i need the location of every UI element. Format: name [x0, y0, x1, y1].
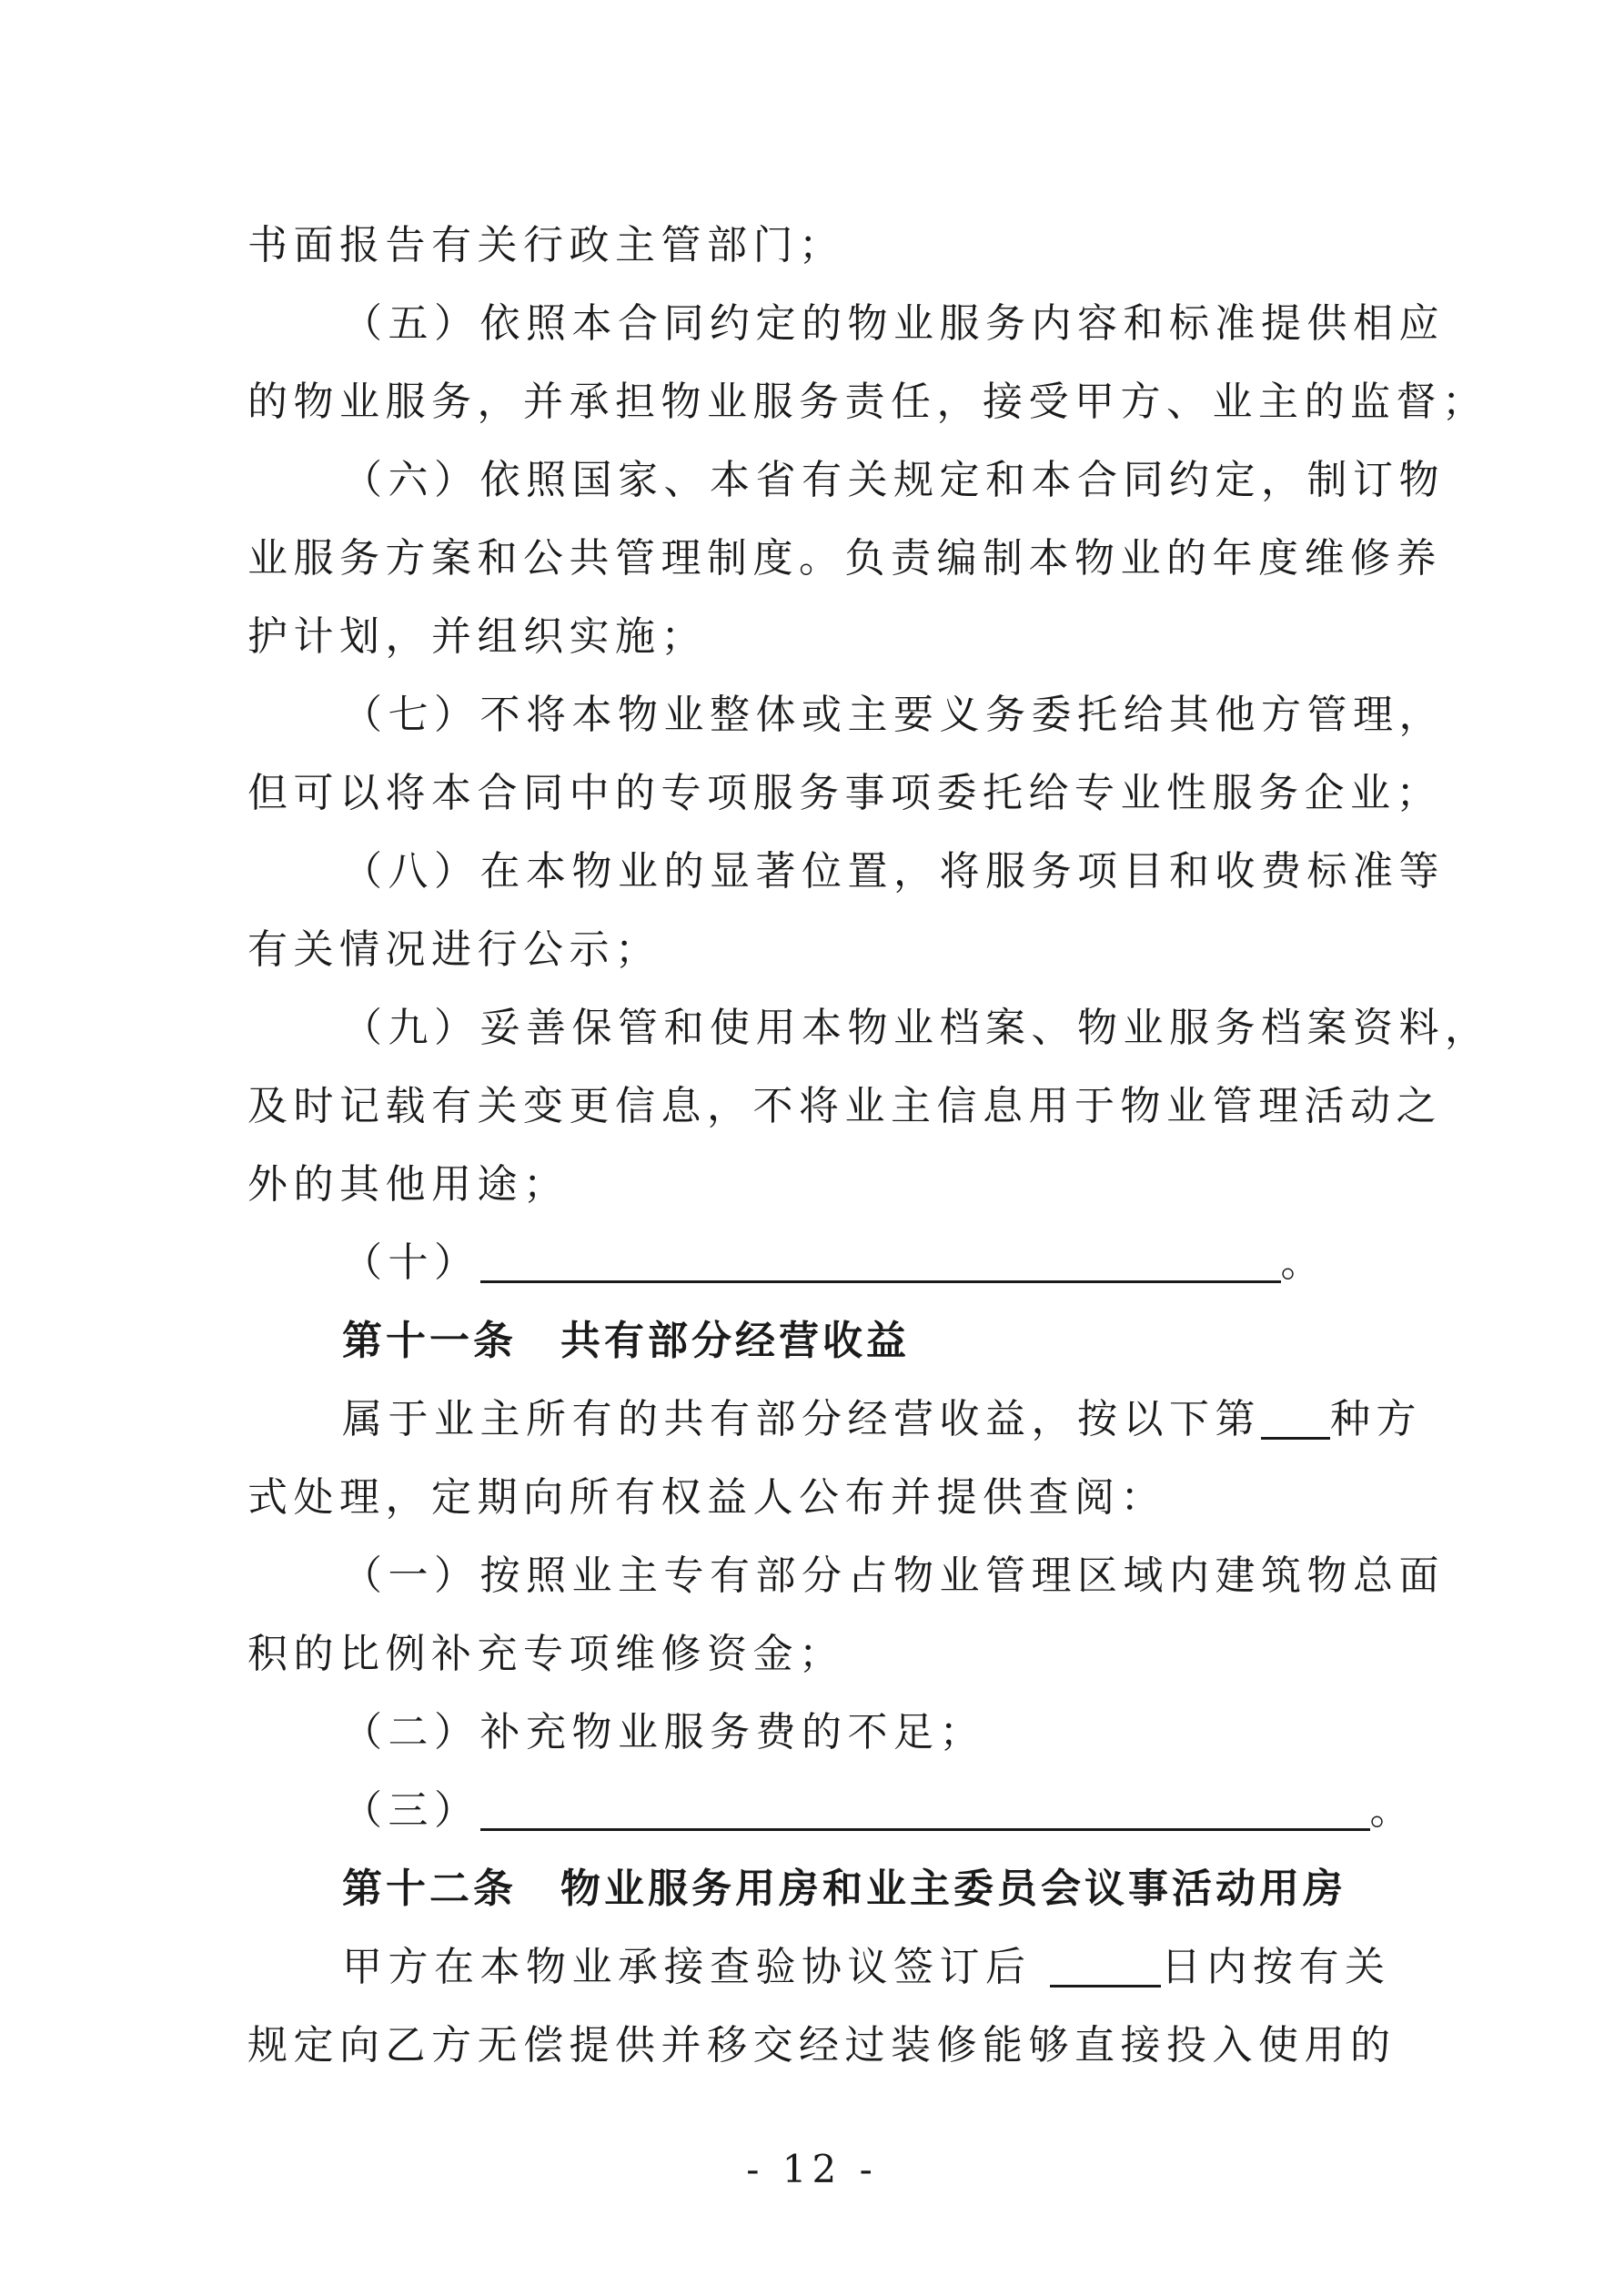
text-line: （七）不将本物业整体或主要义务委托给其他方管理，: [342, 692, 1445, 738]
text-line: 规定向乙方无偿提供并移交经过装修能够直接投入使用的: [247, 2022, 1397, 2068]
article-11-line-1: [342, 1392, 1422, 1447]
text-line: 的物业服务，并承担物业服务责任，接受甲方、业主的监督；: [247, 379, 1488, 425]
page-number: - 12 -: [746, 2147, 878, 2191]
text-segment: 种方: [1330, 1396, 1422, 1442]
text-line: （九）妥善保管和使用本物业档案、物业服务档案资料，: [342, 1005, 1491, 1051]
text-segment: 日内按有关: [1161, 1944, 1391, 1990]
item-10-suffix: 。: [1280, 1239, 1326, 1286]
fill-in-blank[interactable]: [1261, 1397, 1330, 1440]
fill-in-blank[interactable]: [480, 1788, 1370, 1831]
text-line: 但可以将本合同中的专项服务事项委托给专业性服务企业；: [247, 770, 1442, 816]
item-3-line: [342, 1784, 1416, 1838]
text-line: （二）补充物业服务费的不足；: [342, 1709, 985, 1755]
text-line: 有关情况进行公示；: [247, 926, 661, 973]
item-3-suffix: 。: [1369, 1787, 1416, 1834]
text-line: （五）依照本合同约定的物业服务内容和标准提供相应: [342, 300, 1445, 347]
item-10-prefix: （十）: [342, 1239, 480, 1286]
text-line: 护计划，并组织实施；: [247, 613, 707, 660]
text-line: 外的其他用途；: [247, 1161, 570, 1208]
text-line: 积的比例补充专项维修资金；: [247, 1631, 845, 1677]
article-12-line-1: [342, 1940, 1391, 1995]
article-11-heading: 第十一条 共有部分经营收益: [342, 1318, 910, 1364]
item-3-prefix: （三）: [342, 1787, 480, 1834]
text-line: （一）按照业主专有部分占物业管理区域内建筑物总面: [342, 1553, 1445, 1599]
fill-in-blank[interactable]: [480, 1240, 1281, 1283]
fill-in-blank[interactable]: [1050, 1945, 1161, 1988]
text-segment: 属于业主所有的共有部分经营收益，按以下第: [342, 1396, 1261, 1442]
text-line: 书面报告有关行政主管部门；: [247, 222, 845, 268]
text-line: （六）依照国家、本省有关规定和本合同约定，制订物: [342, 457, 1445, 503]
item-10-line: [342, 1236, 1385, 1290]
article-12-heading: 第十二条 物业服务用房和业主委员会议事活动用房: [342, 1866, 1347, 1912]
text-line: 业服务方案和公共管理制度。负责编制本物业的年度维修养: [247, 535, 1442, 582]
text-segment: 甲方在本物业承接查验协议签订后: [342, 1944, 1050, 1990]
text-line: （八）在本物业的显著位置，将服务项目和收费标准等: [342, 848, 1445, 895]
text-line: 式处理，定期向所有权益人公布并提供查阅：: [247, 1474, 1166, 1521]
text-line: 及时记载有关变更信息，不将业主信息用于物业管理活动之: [247, 1083, 1442, 1129]
